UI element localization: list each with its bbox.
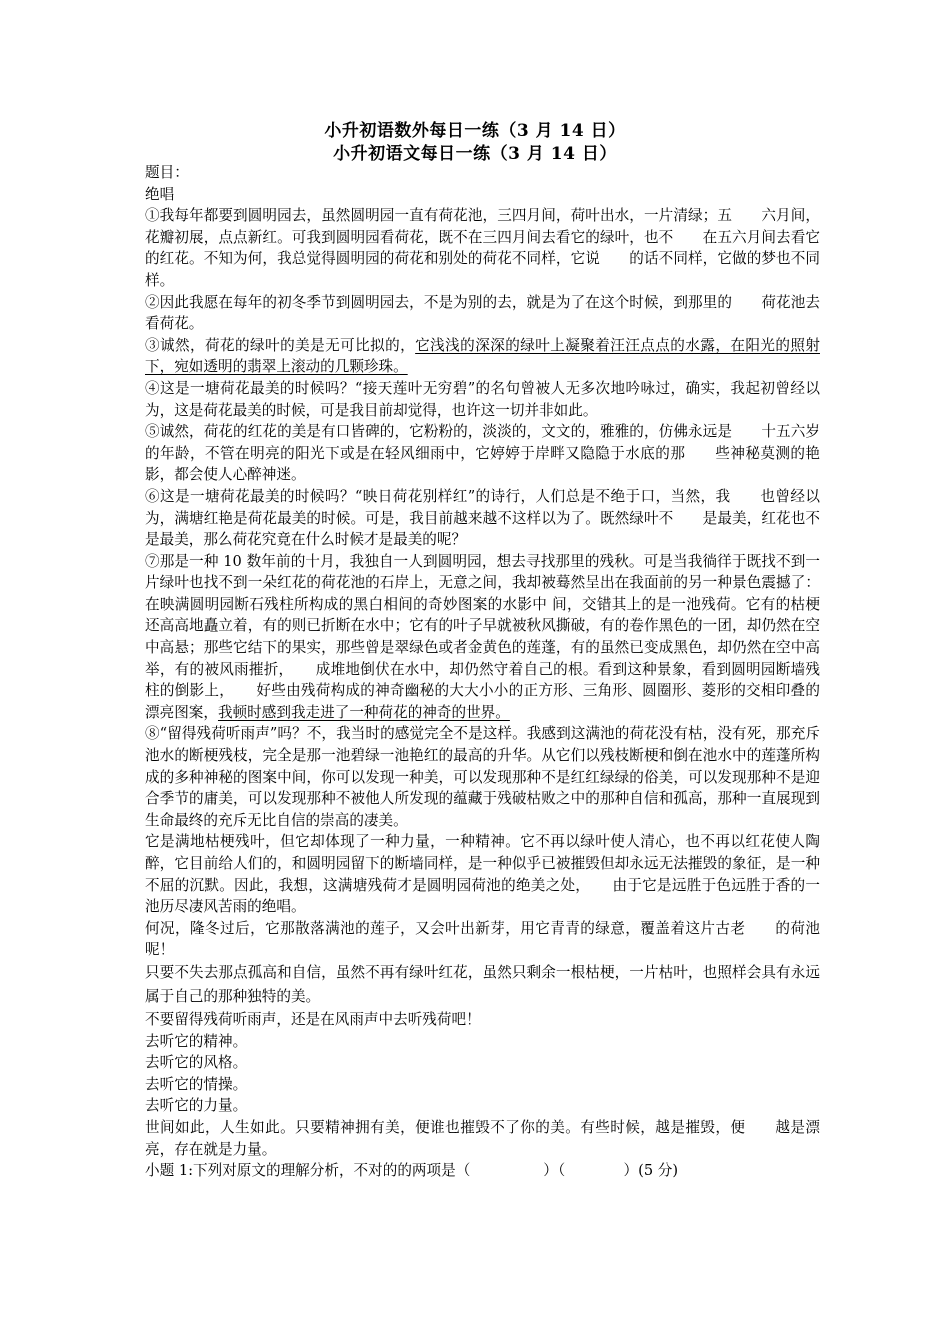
paragraph-11: 只要不失去那点孤高和自信，虽然不再有绿叶红花，虽然只剩余一根枯梗，一片枯叶，也照样会具有永远属于自己的那种独特的美。 xyxy=(145,963,820,1005)
paragraph-7-text: ⑦那是一种 10 数年前的十月，我独自一人到圆明园，想去寻找那里的残秋。可是当我徜徉于既找不到一片绿叶也找不到一朵红花的荷花池的石岸上，无意之间，我却被蓦然呈出在我面前的另一种景色震撼了：在映满圆明园断石残柱所构成的黑白相间的奇妙图案的水影中 间，交错其上的是一池残荷。它有的枯梗还高高地矗立着，有的则已折断在水中；它有的叶子早就被秋风撕破，有的卷作黑色的一团，却仍然在空中高悬；那些它结下的果实，那些曾是翠绿色或者金黄色的莲蓬，有的虽然已变成黑色，却仍然在空中高举，有的被风雨摧折， 成堆地倒伏在水中，却仍然守着自己的根。看到这种景象，看到圆明园断墙残柱的倒影上， 好些由残荷构成的神奇幽秘的大大小小的正方形、三角形、圆圈形、菱形的交相印叠的漂亮图案， xyxy=(145,552,820,721)
paragraph-16: 去听它的力量。 xyxy=(145,1097,248,1115)
paragraph-17: 世间如此，人生如此。只要精神拥有美，便谁也摧毁不了你的美。有些时候，越是摧毁，便 越是漂亮，存在就是力量。 xyxy=(145,1118,820,1158)
paragraph-3 xyxy=(145,335,820,378)
paragraph-9: 它是满地枯梗残叶，但它却体现了一种力量，一种精神。它不再以绿叶使人清心，也不再以红花使人陶醉，它目前给人们的，和圆明园留下的断墙同样，是一种似乎已被摧毁但却永远无法摧毁的象征，是一种不屈的沉默。因此，我想，这满塘残荷才是圆明园荷池的绝美之处， 由于它是远胜于色远胜于香的一池历尽凄风苦雨的绝唱。 xyxy=(145,833,820,916)
essay-title: 绝唱 xyxy=(145,185,175,203)
paragraph-4: ④这是一塘荷花最美的时候吗？“接天莲叶无穷碧”的名句曾被人无多次地吟咏过，确实，我起初曾经以为，这是荷花最美的时候，可是我目前却觉得，也许这一切并非如此。 xyxy=(145,379,820,419)
paragraph-8: ⑧“留得残荷听雨声”吗？不，我当时的感觉完全不是这样。我感到这满池的荷花没有枯，没有死，那充斥池水的断梗残枝，完全是那一池碧绿一池艳红的最高的升华。从它们以残枝断梗和倒在池水中的莲蓬所构成的多种神秘的图案中间，你可以发现一种美，可以发现那种不是红红绿绿的俗美，可以发现那种不是迎合季节的庸美，可以发现那种不被他人所发现的蕴藏于残破枯败之中的那种自信和孤高，那种一直展现到生命最终的充斥无比自信的崇高的凄美。 xyxy=(145,725,820,829)
paragraph-14: 去听它的风格。 xyxy=(145,1054,248,1072)
paragraph-5: ⑤诚然，荷花的红花的美是有口皆碑的，它粉粉的，淡淡的，文文的，雅雅的，仿佛永远是 十五六岁的年龄，不管在明亮的阳光下或是在轻风细雨中，它婷婷于岸畔又隐隐于水底的那 些神秘莫测的艳影，都会使人心醉神迷。 xyxy=(145,423,820,484)
paragraph-2: ②因此我愿在每年的初冬季节到圆明园去，不是为别的去，就是为了在这个时候，到那里的 荷花池去看荷花。 xyxy=(145,293,820,333)
paragraph-6: ⑥这是一塘荷花最美的时候吗？“映日荷花别样红”的诗行，人们总是不绝于口，当然，我 也曾经以为，满塘红艳是荷花最美的时候。可是，我目前越来越不这样以为了。既然绿叶不 是最美，红花也不是最美，那么荷花究竟在什么时候才是最美的呢？ xyxy=(145,487,820,549)
paragraph-10: 何况，隆冬过后，它那散落满池的莲子，又会叶出新芽，用它青青的绿意，覆盖着这片古老 的荷池呢！ xyxy=(145,919,820,959)
underlined-sentence-1: 它浅浅的深深的绿叶上凝聚着汪汪点点的水露，在阳光的照射下，宛如透明的翡翠上滚动的几颗珍珠。 xyxy=(145,336,820,376)
question-1: 小题 1:下列对原文的理解分析，不对的的两项是（ ）（ ）(5 分) xyxy=(145,1162,679,1180)
paragraph-13: 去听它的精神。 xyxy=(145,1032,248,1050)
document-body xyxy=(145,162,820,1182)
paragraph-15: 去听它的情操。 xyxy=(145,1075,248,1093)
paragraph-3-text: ③诚然，荷花的绿叶的美是无可比拟的， xyxy=(145,336,416,354)
question-label: 题目： xyxy=(145,164,189,181)
paragraph-7 xyxy=(145,551,820,724)
paragraph-1: ①我每年都要到圆明园去，虽然圆明园一直有荷花池，三四月间，荷叶出水，一片清绿；五 六月间，花瓣初展，点点新红。可我到圆明园看荷花，既不在三四月间去看它的绿叶，也不 在五六月间去看它的红花。不知为何，我总觉得圆明园的荷花和别处的荷花不同样，它说 的话不同样，它做的梦也不同样。 xyxy=(145,207,820,289)
document-title: 小升初语数外每日一练（3 月 14 日） xyxy=(324,121,626,141)
underlined-sentence-2: 我顿时感到我走进了一种荷花的神奇的世界。 xyxy=(217,703,510,721)
document-subtitle: 小升初语文每日一练（3 月 14 日） xyxy=(333,144,617,164)
paragraph-12: 不要留得残荷听雨声，还是在风雨声中去听残荷吧！ xyxy=(145,1010,481,1028)
